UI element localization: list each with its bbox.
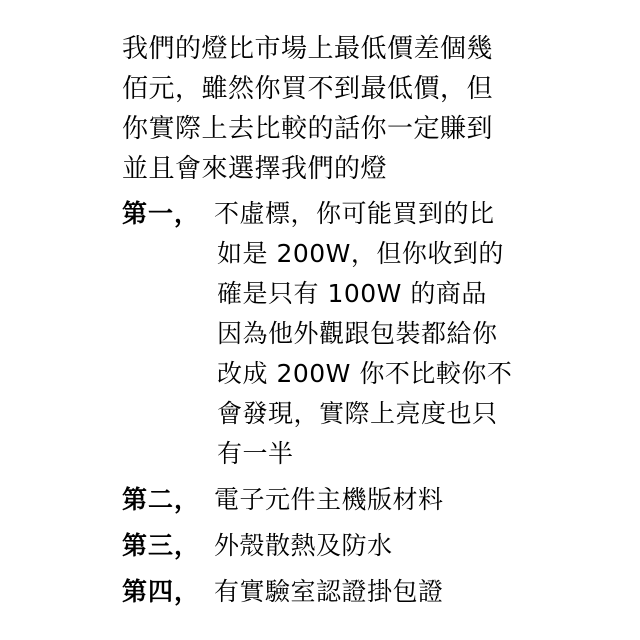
point-body — [214, 194, 542, 474]
points-list — [122, 194, 542, 612]
intro-line: 你實際上去比較的話你一定賺到 — [122, 114, 494, 144]
intro-line: 我們的燈比市場上最低價差個幾 — [122, 34, 494, 64]
point-label: 第二， — [122, 485, 201, 514]
point-line: 確是只有 100W 的商品 — [217, 279, 487, 308]
intro-line: 佰元，雖然你買不到最低價，但 — [122, 74, 494, 104]
point-body — [214, 526, 542, 566]
point-item-3 — [122, 526, 542, 566]
point-body — [214, 480, 542, 520]
point-item-2 — [122, 480, 542, 520]
point-body — [214, 572, 542, 612]
point-line: 會發現，實際上亮度也只 — [217, 399, 498, 428]
point-line: 有一半 — [217, 439, 294, 468]
point-item-1 — [122, 194, 542, 474]
point-label: 第一， — [122, 199, 201, 228]
point-label: 第四， — [122, 577, 201, 606]
point-line: 如是 200W，但你收到的 — [217, 239, 504, 268]
intro-line: 並且會來選擇我們的燈 — [122, 154, 388, 184]
point-line: 因為他外觀跟包裝都給你 — [217, 319, 498, 348]
point-line: 不虛標，你可能買到的比 — [214, 199, 495, 228]
point-label: 第三， — [122, 531, 201, 560]
point-line: 電子元件主機版材料 — [214, 485, 444, 514]
intro-paragraph — [122, 29, 542, 189]
point-line: 外殼散熱及防水 — [214, 531, 393, 560]
point-line: 改成 200W 你不比較你不 — [217, 359, 513, 388]
point-item-4 — [122, 572, 542, 612]
point-line: 有實驗室認證掛包證 — [214, 577, 444, 606]
